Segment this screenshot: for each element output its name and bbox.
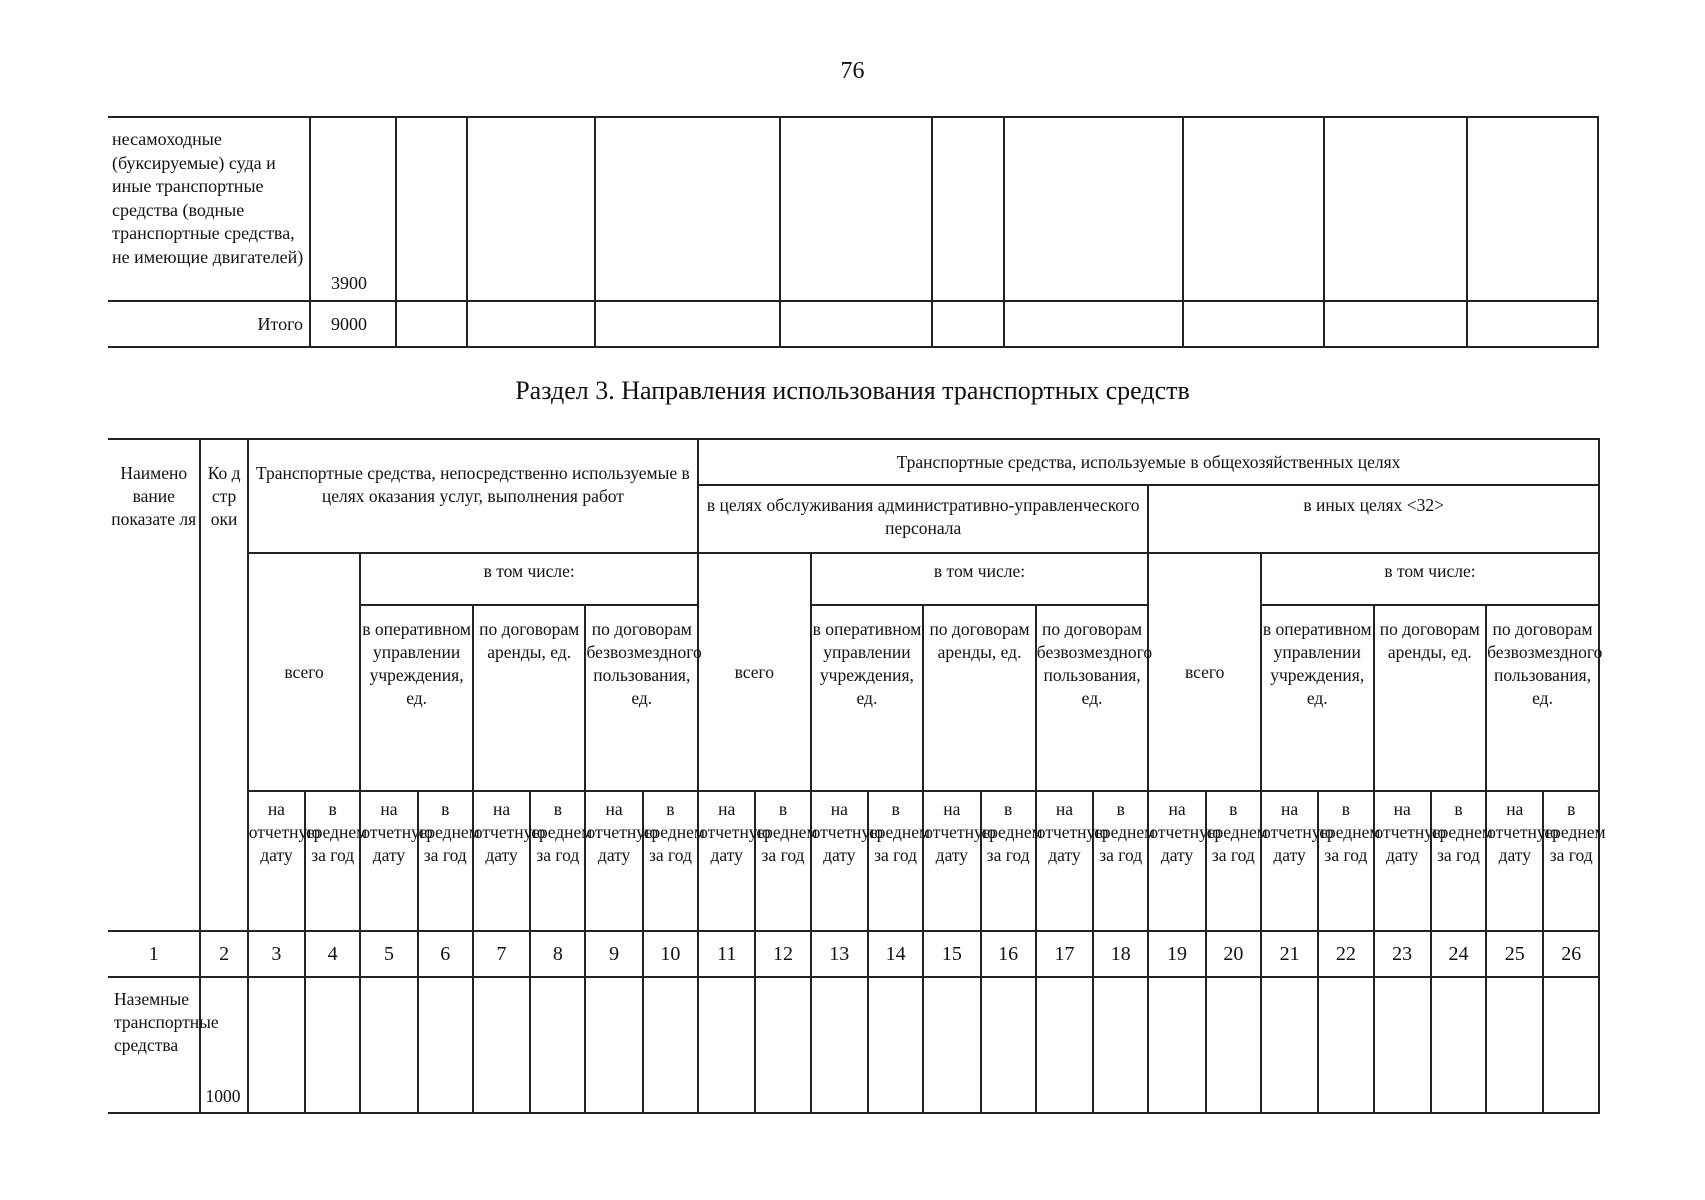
empty-cell [248,977,305,1113]
header-free-use: по договорам безвозмездного пользования, ед. [1486,605,1599,791]
header-including: в том числе: [1261,553,1599,605]
header-at-date: на отчетную дату [1261,791,1318,931]
header-at-date: на отчетную дату [585,791,642,931]
header-avg-year: в среднем за год [1543,791,1599,931]
column-number: 3 [248,931,305,977]
column-number: 14 [868,931,923,977]
empty-cell [1261,977,1318,1113]
column-number: 16 [981,931,1036,977]
header-total: всего [698,553,811,791]
header-name: Наимено вание показате ля [108,439,200,931]
column-number: 11 [698,931,755,977]
header-general-use: Транспортные средства, используемые в общехозяйственных целях [698,439,1599,485]
header-at-date: на отчетную дату [248,791,305,931]
empty-cell [1486,977,1543,1113]
section3-table [108,438,1606,1114]
header-at-date: на отчетную дату [1036,791,1093,931]
empty-cell [698,977,755,1113]
header-avg-year: в среднем за год [981,791,1036,931]
column-number: 10 [643,931,698,977]
empty-cell [1467,301,1598,347]
column-number: 21 [1261,931,1318,977]
empty-cell [1004,117,1183,301]
header-at-date: на отчетную дату [1486,791,1543,931]
column-number: 22 [1318,931,1373,977]
empty-cell [923,977,980,1113]
header-at-date: на отчетную дату [1374,791,1431,931]
column-number: 19 [1148,931,1205,977]
header-total: всего [1148,553,1261,791]
empty-cell [1206,977,1261,1113]
empty-cell [396,117,467,301]
row-name: Наземные транспортные средства [108,977,200,1113]
header-direct-use: Транспортные средства, непосредственно используемые в целях оказания услуг, выполнения работ [248,439,698,553]
section-title: Раздел 3. Направления использования транспортных средств [515,376,1190,405]
table-row [108,117,1598,301]
column-number: 7 [473,931,530,977]
empty-cell [780,117,932,301]
empty-cell [467,117,595,301]
column-number: 26 [1543,931,1599,977]
row-name: несамоходные (буксируемые) суда и иные транспортные средства (водные транспортные средства, не имеющие двигателей) [108,117,310,301]
header-at-date: на отчетную дату [698,791,755,931]
empty-cell [868,977,923,1113]
empty-cell [1183,117,1324,301]
row-code: 9000 [310,301,396,347]
continuation-table [108,116,1599,348]
header-free-use: по договорам безвозмездного пользования, ед. [585,605,698,791]
column-number: 4 [305,931,360,977]
empty-cell [1036,977,1093,1113]
column-number: 2 [200,931,247,977]
empty-cell [530,977,585,1113]
row-code: 1000 [200,977,247,1113]
header-operational: в оперативном управлении учреждения, ед. [1261,605,1374,791]
column-number: 17 [1036,931,1093,977]
column-number: 9 [585,931,642,977]
table-row [108,977,1599,1113]
header-operational: в оперативном управлении учреждения, ед. [360,605,473,791]
header-at-date: на отчетную дату [923,791,980,931]
empty-cell [1004,301,1183,347]
empty-cell [1467,117,1598,301]
header-avg-year: в среднем за год [1206,791,1261,931]
column-number: 1 [108,931,200,977]
header-admin: в целях обслуживания административно-управленческого персонала [698,485,1148,553]
column-number: 8 [530,931,585,977]
header-avg-year: в среднем за год [755,791,810,931]
header-operational: в оперативном управлении учреждения, ед. [811,605,924,791]
column-number: 20 [1206,931,1261,977]
column-number: 13 [811,931,868,977]
empty-cell [1324,117,1467,301]
empty-cell [981,977,1036,1113]
empty-cell [932,301,1004,347]
column-number: 15 [923,931,980,977]
empty-cell [1431,977,1486,1113]
column-number: 12 [755,931,810,977]
page-number: 76 [840,58,865,84]
header-avg-year: в среднем за год [868,791,923,931]
header-at-date: на отчетную дату [1148,791,1205,931]
empty-cell [1093,977,1148,1113]
header-code: Ко д стр оки [200,439,247,931]
empty-cell [932,117,1004,301]
empty-cell [1543,977,1599,1113]
header-total: всего [248,553,361,791]
header-including: в том числе: [811,553,1149,605]
empty-cell [1148,977,1205,1113]
header-avg-year: в среднем за год [643,791,698,931]
empty-cell [780,301,932,347]
header-other: в иных целях <32> [1148,485,1599,553]
table-row [108,301,1598,347]
header-lease: по договорам аренды, ед. [1374,605,1487,791]
empty-cell [305,977,360,1113]
header-avg-year: в среднем за год [1093,791,1148,931]
empty-cell [595,117,780,301]
empty-cell [418,977,473,1113]
header-at-date: на отчетную дату [473,791,530,931]
column-number: 23 [1374,931,1431,977]
header-at-date: на отчетную дату [811,791,868,931]
empty-cell [396,301,467,347]
empty-cell [585,977,642,1113]
column-number: 24 [1431,931,1486,977]
column-number: 18 [1093,931,1148,977]
header-avg-year: в среднем за год [418,791,473,931]
column-number: 25 [1486,931,1543,977]
header-avg-year: в среднем за год [1318,791,1373,931]
empty-cell [1183,301,1324,347]
empty-cell [473,977,530,1113]
header-free-use: по договорам безвозмездного пользования, ед. [1036,605,1149,791]
empty-cell [1318,977,1373,1113]
empty-cell [595,301,780,347]
row-code: 3900 [310,117,396,301]
empty-cell [360,977,417,1113]
header-including: в том числе: [360,553,698,605]
column-number: 5 [360,931,417,977]
header-avg-year: в среднем за год [1431,791,1486,931]
header-at-date: на отчетную дату [360,791,417,931]
empty-cell [811,977,868,1113]
column-number: 6 [418,931,473,977]
header-lease: по договорам аренды, ед. [923,605,1036,791]
empty-cell [467,301,595,347]
empty-cell [755,977,810,1113]
header-avg-year: в среднем за год [305,791,360,931]
empty-cell [1324,301,1467,347]
header-lease: по договорам аренды, ед. [473,605,586,791]
header-avg-year: в среднем за год [530,791,585,931]
empty-cell [643,977,698,1113]
empty-cell [1374,977,1431,1113]
total-label: Итого [108,301,310,347]
